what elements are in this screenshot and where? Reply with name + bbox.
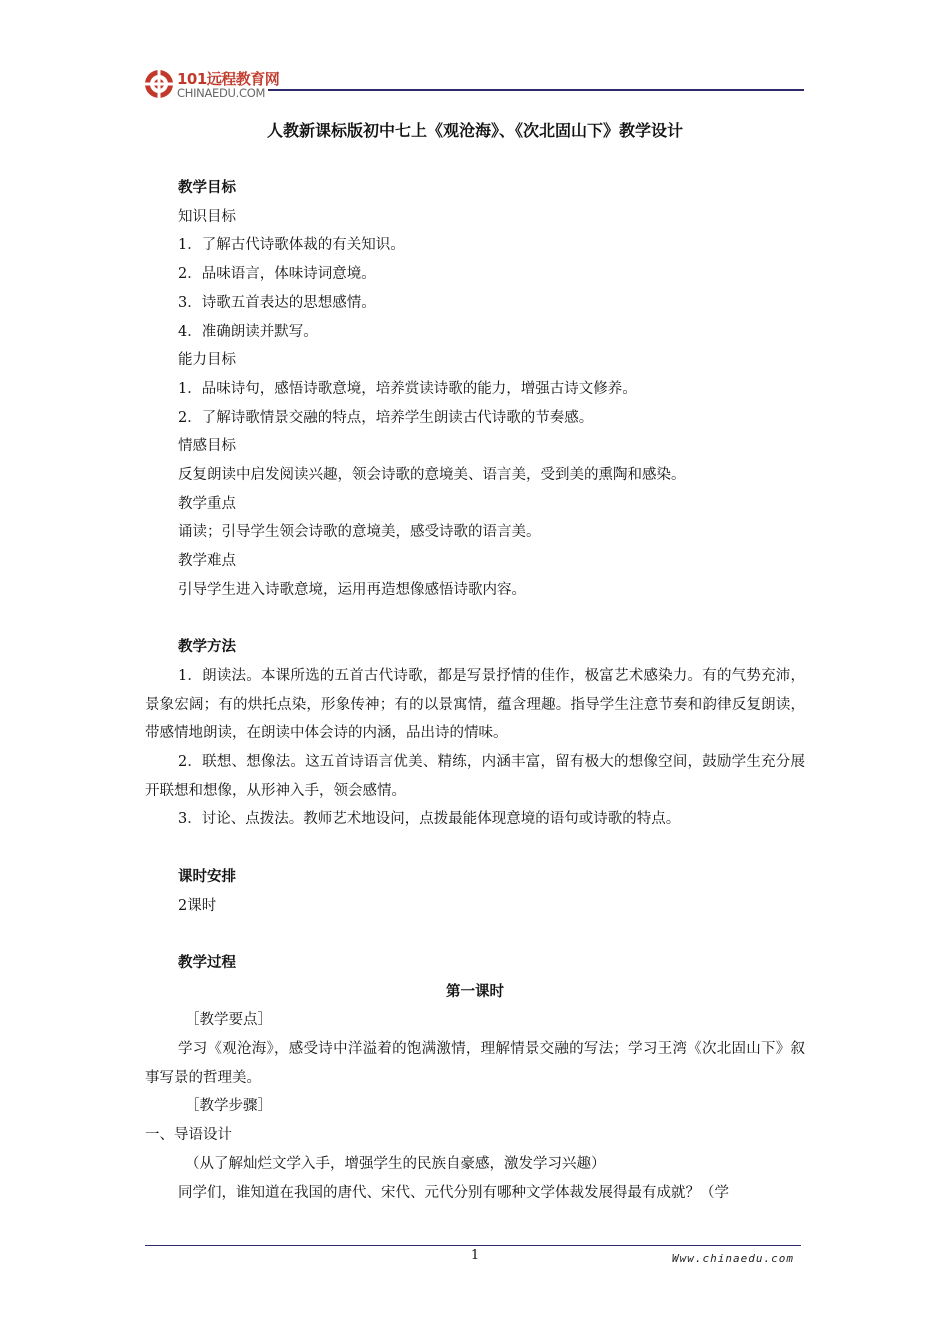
lesson-title: 第一课时	[446, 982, 504, 1000]
emotion-text: 反复朗读中启发阅读兴趣，领会诗歌的意境美、语言美，受到美的熏陶和感染。	[178, 467, 686, 484]
logo-text-bottom: CHINAEDU.COM	[177, 86, 266, 100]
knowledge-item: 4．准确朗读并默写。	[178, 323, 318, 340]
key-point-text: 诵读；引导学生领会诗歌的意境美，感受诗歌的语言美。	[178, 524, 541, 541]
difficulty-heading: 教学难点	[178, 553, 236, 570]
ability-item: 1．品味诗句，感悟诗歌意境，培养赏读诗歌的能力，增强古诗文修养。	[178, 380, 637, 397]
process-heading: 教学过程	[178, 953, 236, 971]
difficulty-text: 引导学生进入诗歌意境，运用再造想像感悟诗歌内容。	[178, 581, 526, 598]
logo-text-top: 101远程教育网	[177, 70, 280, 88]
ability-item: 2．了解诗歌情景交融的特点，培养学生朗读古代诗歌的节奏感。	[178, 409, 594, 426]
footer-divider	[145, 1245, 801, 1246]
goals-heading: 教学目标	[178, 179, 236, 196]
header-divider	[268, 89, 804, 91]
points-label: ［教学要点］	[185, 1012, 272, 1029]
section-spacer	[145, 920, 805, 949]
method-paragraph: 3．讨论、点拨法。教师艺术地设问，点拨最能体现意境的语句或诗歌的特点。	[178, 811, 681, 828]
step1-heading: 一、导语设计	[145, 1127, 232, 1144]
logo-icon	[143, 68, 175, 100]
knowledge-item: 2．品味语言，体味诗词意境。	[178, 266, 376, 283]
emotion-heading: 情感目标	[178, 438, 236, 455]
step1-text: 同学们，谁知道在我国的唐代、宋代、元代分别有哪种文学体裁发展得最有成就？（学	[178, 1184, 729, 1201]
document-body	[145, 174, 805, 1207]
section-spacer	[145, 605, 805, 634]
document-title: 人教新课标版初中七上《观沧海》、《次北固山下》教学设计	[266, 121, 683, 140]
page-number: 1	[470, 1248, 480, 1263]
points-text: 学习《观沧海》，感受诗中洋溢着的饱满激情，理解情景交融的写法；学习王湾《次北固山下》叙事写景的哲理美。	[145, 1041, 805, 1086]
page-header	[0, 0, 950, 110]
section-spacer	[145, 834, 805, 863]
knowledge-item: 3．诗歌五首表达的思想感情。	[178, 294, 376, 311]
knowledge-heading: 知识目标	[178, 208, 236, 225]
ability-heading: 能力目标	[178, 352, 236, 369]
schedule-text: 2课时	[178, 897, 217, 914]
footer-url[interactable]: Www.chinaedu.com	[672, 1252, 794, 1265]
site-logo[interactable]	[143, 66, 283, 106]
knowledge-item: 1．了解古代诗歌体裁的有关知识。	[178, 237, 405, 254]
methods-heading: 教学方法	[178, 638, 236, 656]
schedule-heading: 课时安排	[178, 867, 236, 885]
method-paragraph: 1．朗读法。本课所选的五首古代诗歌，都是写景抒情的佳作，极富艺术感染力。有的气势充沛，景象宏阔；有的烘托点染，形象传神；有的以景寓情，蕴含理趣。指导学生注意节奏和韵律反复朗读，带感情地朗读，在朗读中体会诗的内涵，品出诗的情味。	[145, 667, 805, 742]
key-point-heading: 教学重点	[178, 495, 236, 512]
step1-note: （从了解灿烂文学入手，增强学生的民族自豪感，激发学习兴趣）	[185, 1155, 606, 1172]
steps-label: ［教学步骤］	[185, 1098, 272, 1115]
method-paragraph: 2．联想、想像法。这五首诗语言优美、精练，内涵丰富，留有极大的想像空间，鼓励学生充分展开联想和想像，从形神入手，领会感情。	[145, 754, 805, 799]
